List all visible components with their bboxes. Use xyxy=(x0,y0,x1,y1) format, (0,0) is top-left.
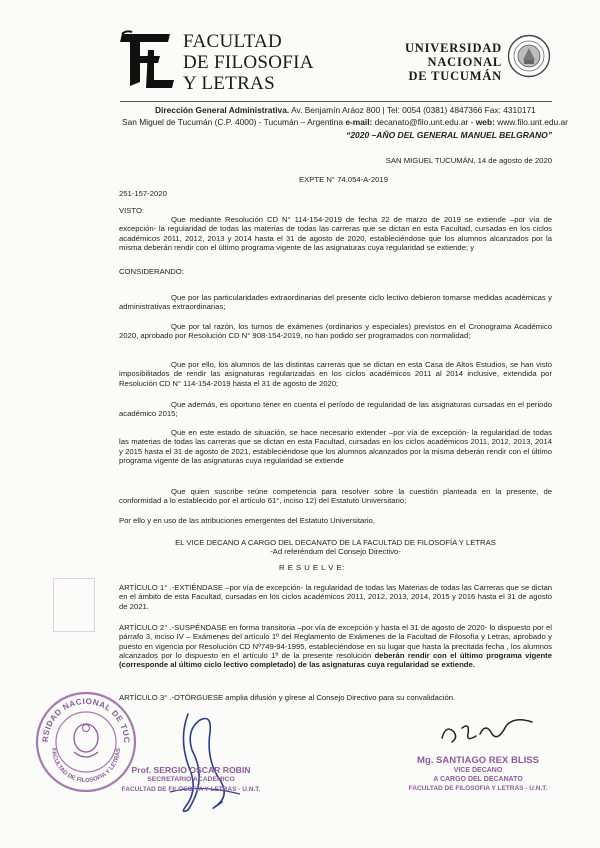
signature-bliss xyxy=(436,712,546,757)
place-date: SAN MIGUEL TUCUMÁN, 14 de agosto de 2020 xyxy=(385,156,552,165)
university-name-line2: NACIONAL xyxy=(427,55,502,69)
faculty-name-line3: Y LETRAS xyxy=(183,73,275,94)
contact-city: San Miguel de Tucumán (C.P. 4000) - Tucumán – Argentina xyxy=(122,117,346,127)
por-ello: Por ello y en uso de las atribuciones emergentes del Estatuto Universitario, xyxy=(119,516,375,525)
contact-web-label: web: xyxy=(475,117,495,127)
faded-stamp-mark xyxy=(53,578,95,632)
considerando-5: Que en este estado de situación, se hace necesario extender –por vía de excepción- la regularidad de todas las materias de todas las carreras que se dictan en esta Facultad, cursadas en los ciclos académicos 2011, 2012, 2013, 2014 y 2015 hasta el 31 de agosto de 2021, estableciéndose que los alumnos alcanzados por la misma deberán rendir con el último programa vigente de las asignaturas cuya regularidad se extiende xyxy=(119,428,552,465)
articulo-2-bold: deberán rendir con el último programa vigente (corresponde al último ciclo lectivo completado) de las asignaturas cuya regularidad se extiende. xyxy=(119,650,553,670)
signer-left-institution: FACULTAD DE FILOSOFIA Y LETRAS - U.N.T. xyxy=(121,786,261,793)
contact-email-label: e-mail: xyxy=(345,117,373,127)
considerando-heading: CONSIDERANDO: xyxy=(119,267,184,276)
contact-address: Av. Benjamín Aráoz 800 | Tel: 0054 (0381) 4847366 Fax: 4310171 xyxy=(289,105,536,115)
university-seal-icon xyxy=(507,34,551,78)
signer-right-name: Mg. SANTIAGO REX BLISS xyxy=(417,755,539,766)
visto-heading: VISTO: xyxy=(119,206,145,215)
articulo-2 xyxy=(119,623,552,669)
stamp-arc-bottom: FACULTAD DE FILOSOFIA Y LETRAS xyxy=(49,747,123,785)
signer-right-title1: VICE DECANO xyxy=(453,767,503,774)
header-divider xyxy=(120,101,552,102)
articulo-3: ARTÍCULO 3° .-OTÓRGUESE amplia difusión y gírese al Consejo Directivo para su convalidación. xyxy=(119,693,456,702)
signer-left-title: SECRETARIO ACADEMICO xyxy=(147,776,235,783)
articulo-1: ARTÍCULO 1° .-EXTIÉNDASE –por vía de excepción- la regularidad de todas las Materias de todas las Carreras que se dictan en el ámbito de esta Facultad, cursadas en los ciclos académicos 2011, 2012, 2013, 2014, 2015 y 2016 hasta el 31 de agosto de 2021. xyxy=(119,583,552,611)
contact-web[interactable]: www.filo.unt.edu.ar xyxy=(494,117,568,127)
stamp-arc-top: RSIDAD NACIONAL DE TUC xyxy=(40,696,132,744)
contact-line-1 xyxy=(155,105,536,116)
considerando-4: Que además, es oportuno tener en cuenta el período de regularidad de las asignaturas cursadas en el periodo académico 2015; xyxy=(119,400,552,419)
authority-subline: -Ad referéndum del Consejo Directivo- xyxy=(270,547,401,556)
faculty-name-line2: DE FILOSOFIA xyxy=(183,52,314,73)
reference-number: 251-157-2020 xyxy=(119,189,167,198)
visto-paragraph: Que mediante Resolución CD N° 114-154-2019 de fecha 22 de marzo de 2019 se extiende –por vía de excepción- la regularidad de todas las materias de todas las carreras que se dictan en esta Facultad, cursadas en los ciclos académicos 2011, 2012, 2013 y 2014 hasta el 31 de agosto de 2020, estableciéndose que los alumnos alcanzados por la misma deberán rendir con el último programa vigente de las asignaturas cuya regularidad se extiende; y xyxy=(119,215,552,252)
considerando-2: Que por tal razón, los turnos de exámenes (ordinarios y especiales) previstos en el Cronograma Académico 2020, aprobado por Resolución CD N° 908-154-2019, no han podido ser programados con normalidad; xyxy=(119,322,552,341)
considerando-1: Que por las particularidades extraordinarias del presente ciclo lectivo debieron tomarse medidas académicas y administrativas extraordinarias; xyxy=(119,293,552,312)
articulo-2-text: ARTÍCULO 2° .-SUSPÉNDASE en forma transitoria –por vía de excepción y hasta el 31 de agosto de 2020- lo dispuesto por el párrafo 3, inciso IV – Exámenes del artículo 1º del Reglamento de Exámenes de la Facultad de Filosofía y Letras, aprobado y puesto en vigencia por Resolución CD Nº749-94-1995, estableciéndose en su lugar que hasta la precitada fecha , los alumnos alcanzados por lo dispuesto en el artículo 1º de la presente resolución xyxy=(119,623,552,660)
contact-department: Dirección General Administrativa. xyxy=(155,105,290,115)
year-motto: “2020 –AÑO DEL GENERAL MANUEL BELGRANO” xyxy=(346,130,552,140)
considerando-6: Que quien suscribe reúne competencia para resolver sobre la cuestión planteada en la presente, de conformidad a lo establecido por el artículo 61°, inciso 12) del Estatuto Universitario; xyxy=(119,487,552,506)
svg-text:FACULTAD DE FILOSOFIA Y LETRAS xyxy=(50,748,122,784)
considerando-3: Que por ello, los alumnos de las distintas carreras que se dictan en esta Casa de Altos Estudios, se han visto imposibilitados de rendir las asignaturas regularizadas en los ciclos académicos 2011 al 2014 inclusive, extendida por Resolución CD N° 114-154-2019 hasta el 31 de agosto de 2020; xyxy=(119,360,552,388)
university-name-line1: UNIVERSIDAD xyxy=(404,41,502,55)
resuelve-heading: R E S U E L V E: xyxy=(279,563,345,572)
expediente-number: EXPTE N° 74.054-A-2019 xyxy=(299,175,388,184)
faculty-logo xyxy=(118,28,176,92)
svg-text:UNIVERSIDAD NACIONAL DE TUCUMÁ xyxy=(34,690,131,743)
university-name-line3: DE TUCUMÁN xyxy=(408,69,502,83)
signer-right-institution: FACULTAD DE FILOSOFIA Y LETRAS - U.N.T. xyxy=(408,785,548,792)
faculty-name-line1: FACULTAD xyxy=(183,31,283,52)
authority-line: EL VICE DECANO A CARGO DEL DECANATO DE LA FACULTAD DE FILOSOFÍA Y LETRAS xyxy=(175,538,496,547)
contact-email[interactable]: decanato@filo.unt.edu.ar - xyxy=(372,117,476,127)
signer-left-name: Prof. SERGIO OSCAR ROBIN xyxy=(131,765,251,775)
contact-line-2 xyxy=(122,117,568,128)
signer-right-title2: A CARGO DEL DECANATO xyxy=(433,776,523,783)
